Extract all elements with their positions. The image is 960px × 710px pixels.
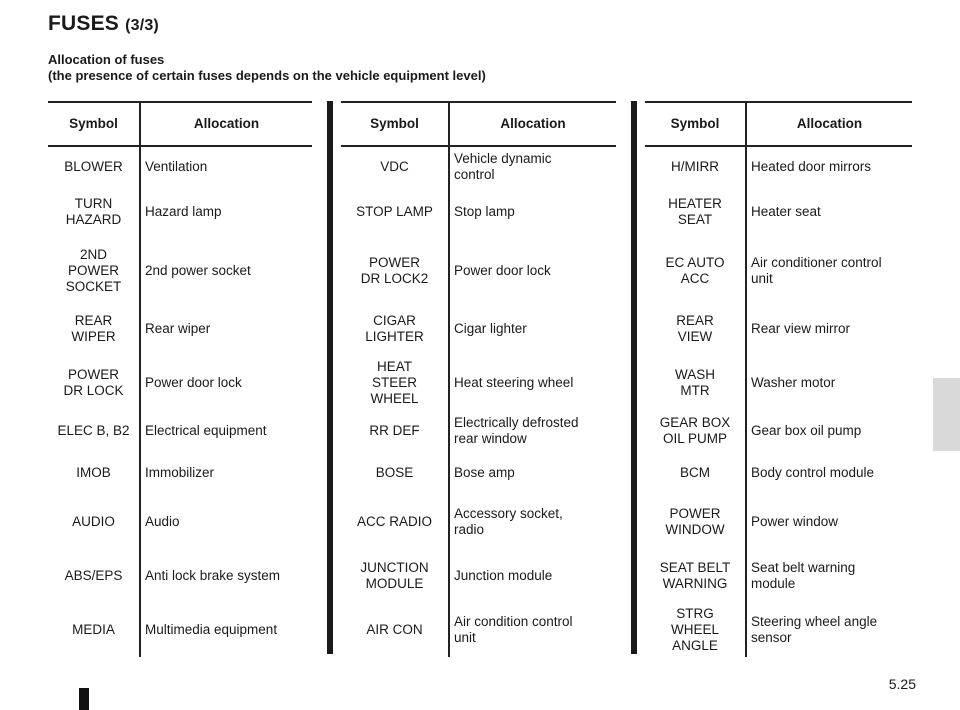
fuse-symbol-text: REAR VIEW <box>676 313 714 344</box>
fuse-symbol <box>341 186 449 237</box>
fuse-symbol <box>48 495 140 548</box>
table-row <box>48 354 312 411</box>
fuse-symbol-text: HEATER SEAT <box>668 195 722 227</box>
fuse-allocation <box>746 495 912 548</box>
fuse-allocation-text: Power window <box>751 513 839 529</box>
fuse-allocation <box>746 146 912 186</box>
table-row <box>645 186 912 237</box>
fuse-symbol <box>48 354 140 411</box>
table-header-row <box>48 102 312 146</box>
table-header-row <box>341 102 616 146</box>
fuse-allocation <box>140 237 312 304</box>
table-row <box>341 186 616 237</box>
table-row <box>341 304 616 354</box>
column-separator <box>631 101 637 654</box>
fuse-allocation <box>449 495 616 548</box>
fuse-symbol-text: BLOWER <box>64 158 123 174</box>
fuse-allocation <box>746 304 912 354</box>
fuse-table-1 <box>48 101 312 657</box>
fuse-allocation-text: Heat steering wheel <box>454 374 574 390</box>
fuse-allocation <box>449 451 616 495</box>
fuse-allocation <box>449 304 616 354</box>
fuse-allocation-text: Body control module <box>751 465 875 480</box>
corner-mark <box>79 688 89 710</box>
fuse-allocation <box>140 186 312 237</box>
fuse-allocation-text: Multimedia equipment <box>145 622 278 637</box>
fuse-symbol <box>341 237 449 304</box>
fuse-allocation <box>746 354 912 411</box>
fuse-symbol <box>48 548 140 603</box>
fuse-allocation <box>140 354 312 411</box>
fuse-allocation-text: 2nd power socket <box>145 262 251 278</box>
table-row <box>645 354 912 411</box>
fuse-symbol <box>48 603 140 657</box>
fuse-symbol <box>48 451 140 495</box>
fuse-symbol-text: BOSE <box>375 465 414 480</box>
fuse-symbol <box>645 495 746 548</box>
fuse-allocation-text: Audio <box>145 513 180 529</box>
fuse-symbol-text: AIR CON <box>366 622 423 637</box>
fuse-allocation <box>449 411 616 451</box>
fuse-symbol <box>341 603 449 657</box>
fuse-allocation <box>140 495 312 548</box>
fuse-table-body <box>645 146 912 657</box>
fuse-symbol-text: POWER DR LOCK <box>63 366 124 398</box>
table-row <box>645 495 912 548</box>
table-row <box>645 603 912 657</box>
fuse-allocation-text: Bose amp <box>454 465 515 480</box>
fuse-symbol-text: SEAT BELT WARNING <box>659 559 731 591</box>
fuse-allocation-text: Seat belt warning module <box>751 559 856 591</box>
fuse-symbol <box>645 548 746 603</box>
fuse-allocation-text: Gear box oil pump <box>751 423 862 438</box>
table-row <box>341 411 616 451</box>
fuse-symbol <box>645 237 746 304</box>
table-row <box>341 603 616 657</box>
table-row <box>341 451 616 495</box>
table-row <box>48 304 312 354</box>
symbol-column-header: Symbol <box>341 102 449 146</box>
fuse-allocation-text: Rear wiper <box>145 321 211 336</box>
fuse-symbol-text: POWER WINDOW <box>665 505 725 537</box>
table-row <box>645 304 912 354</box>
fuse-symbol-text: STOP LAMP <box>356 203 433 219</box>
fuse-allocation-text: Power door lock <box>454 262 551 278</box>
fuse-symbol-text: ELEC B, B2 <box>57 423 130 438</box>
fuse-allocation <box>746 603 912 657</box>
fuse-allocation-text: Electrically defrosted rear window <box>454 415 579 446</box>
allocation-column-header: Allocation <box>140 102 312 146</box>
fuse-symbol-text: TURN HAZARD <box>65 195 122 227</box>
table-header-row <box>645 102 912 146</box>
title-text: FUSES <box>48 12 120 35</box>
table-row <box>48 186 312 237</box>
fuse-allocation-text: Vehicle dynamic control <box>454 150 552 182</box>
fuse-symbol-text: WASH MTR <box>675 366 715 398</box>
fuse-allocation-text: Heated door mirrors <box>751 158 872 174</box>
fuse-symbol <box>645 304 746 354</box>
chapter-tab <box>933 378 960 451</box>
fuse-table-body <box>341 146 616 657</box>
fuse-symbol-text: CIGAR LIGHTER <box>365 313 424 344</box>
table-row <box>48 237 312 304</box>
fuse-table-body <box>48 146 312 657</box>
table-row <box>645 548 912 603</box>
fuse-allocation <box>140 548 312 603</box>
table-row <box>48 548 312 603</box>
fuse-symbol-text: AUDIO <box>72 513 115 529</box>
fuse-symbol <box>48 237 140 304</box>
fuse-allocation-text: Rear view mirror <box>751 321 851 336</box>
page-number: 5.25 <box>888 676 916 692</box>
fuse-symbol <box>645 146 746 186</box>
fuse-symbol <box>341 495 449 548</box>
fuse-allocation-text: Air condition control unit <box>454 614 573 645</box>
table-row <box>48 603 312 657</box>
allocation-column-header: Allocation <box>449 102 616 146</box>
fuse-symbol-text: HEAT STEER WHEEL <box>370 358 419 406</box>
fuse-symbol-text: REAR WIPER <box>71 313 116 344</box>
fuse-allocation <box>449 603 616 657</box>
fuse-allocation-text: Heater seat <box>751 203 821 219</box>
fuse-allocation <box>746 451 912 495</box>
fuse-allocation-text: Air conditioner control unit <box>751 254 882 286</box>
fuse-symbol <box>48 146 140 186</box>
intro-text <box>48 52 486 84</box>
fuse-symbol-text: GEAR BOX OIL PUMP <box>659 415 731 446</box>
table-row <box>341 548 616 603</box>
fuse-symbol <box>341 411 449 451</box>
fuse-allocation <box>140 603 312 657</box>
fuse-allocation-text: Power door lock <box>145 374 242 390</box>
fuse-table-3 <box>645 101 912 657</box>
fuse-allocation <box>746 237 912 304</box>
fuse-symbol <box>341 146 449 186</box>
table-row <box>645 146 912 186</box>
symbol-column-header: Symbol <box>645 102 746 146</box>
fuse-symbol-text: MEDIA <box>72 622 115 637</box>
fuse-symbol <box>645 186 746 237</box>
fuse-allocation <box>449 146 616 186</box>
fuse-symbol <box>48 186 140 237</box>
fuse-allocation-text: Anti lock brake system <box>145 567 281 583</box>
fuse-allocation <box>140 451 312 495</box>
allocation-column-header: Allocation <box>746 102 912 146</box>
fuse-symbol <box>341 304 449 354</box>
table-row <box>645 451 912 495</box>
column-separator <box>327 101 333 654</box>
symbol-column-header: Symbol <box>48 102 140 146</box>
fuse-symbol <box>48 411 140 451</box>
fuse-symbol-text: VDC <box>380 158 409 174</box>
fuse-symbol-text: RR DEF <box>369 423 420 438</box>
fuse-allocation-text: Immobilizer <box>145 465 215 480</box>
intro-note: (the presence of certain fuses depends on the vehicle equipment level) <box>48 68 486 83</box>
fuse-allocation <box>746 411 912 451</box>
fuse-allocation-text: Washer motor <box>751 374 836 390</box>
fuse-allocation <box>449 354 616 411</box>
fuse-allocation-text: Steering wheel angle sensor <box>751 614 878 645</box>
fuse-symbol-text: BCM <box>680 465 710 480</box>
fuse-allocation <box>140 411 312 451</box>
fuse-symbol <box>645 411 746 451</box>
fuse-symbol-text: 2ND POWER SOCKET <box>65 246 122 294</box>
title-part-indicator: (3/3) <box>125 17 159 34</box>
fuse-symbol-text: ABS/EPS <box>64 567 123 583</box>
fuse-allocation <box>449 237 616 304</box>
table-row <box>645 237 912 304</box>
fuse-allocation <box>449 186 616 237</box>
fuse-symbol-text: IMOB <box>76 465 111 480</box>
table-row <box>341 237 616 304</box>
table-row <box>48 451 312 495</box>
fuse-symbol <box>645 603 746 657</box>
fuse-allocation-text: Stop lamp <box>454 203 515 219</box>
table-row <box>341 495 616 548</box>
table-row <box>341 354 616 411</box>
table-row <box>341 146 616 186</box>
fuse-symbol-text: JUNCTION MODULE <box>360 559 429 591</box>
fuse-symbol-text: ACC RADIO <box>356 513 432 529</box>
fuse-allocation-text: Electrical equipment <box>145 423 267 438</box>
fuse-symbol <box>645 451 746 495</box>
fuse-allocation <box>140 146 312 186</box>
fuse-symbol-text: EC AUTO ACC <box>665 254 725 286</box>
fuse-allocation-text: Cigar lighter <box>454 321 527 336</box>
fuse-allocation-text: Hazard lamp <box>145 203 222 219</box>
fuse-symbol <box>48 304 140 354</box>
fuse-symbol-text: POWER DR LOCK2 <box>360 254 429 286</box>
fuse-symbol-text: STRG WHEEL ANGLE <box>670 606 719 653</box>
fuse-symbol <box>341 354 449 411</box>
table-row <box>48 146 312 186</box>
page-title <box>48 12 159 36</box>
fuse-symbol <box>341 548 449 603</box>
fuse-symbol-text: H/MIRR <box>671 158 719 174</box>
fuse-symbol <box>645 354 746 411</box>
table-row <box>48 495 312 548</box>
fuse-allocation <box>140 304 312 354</box>
fuse-allocation-text: Junction module <box>454 567 553 583</box>
fuse-allocation-text: Accessory socket, radio <box>454 505 563 537</box>
fuse-allocation <box>746 186 912 237</box>
fuse-table-2 <box>341 101 616 657</box>
fuse-allocation-text: Ventilation <box>145 158 208 174</box>
fuse-symbol <box>341 451 449 495</box>
intro-heading: Allocation of fuses <box>48 52 165 67</box>
table-row <box>48 411 312 451</box>
table-row <box>645 411 912 451</box>
fuse-allocation <box>449 548 616 603</box>
fuse-allocation <box>746 548 912 603</box>
